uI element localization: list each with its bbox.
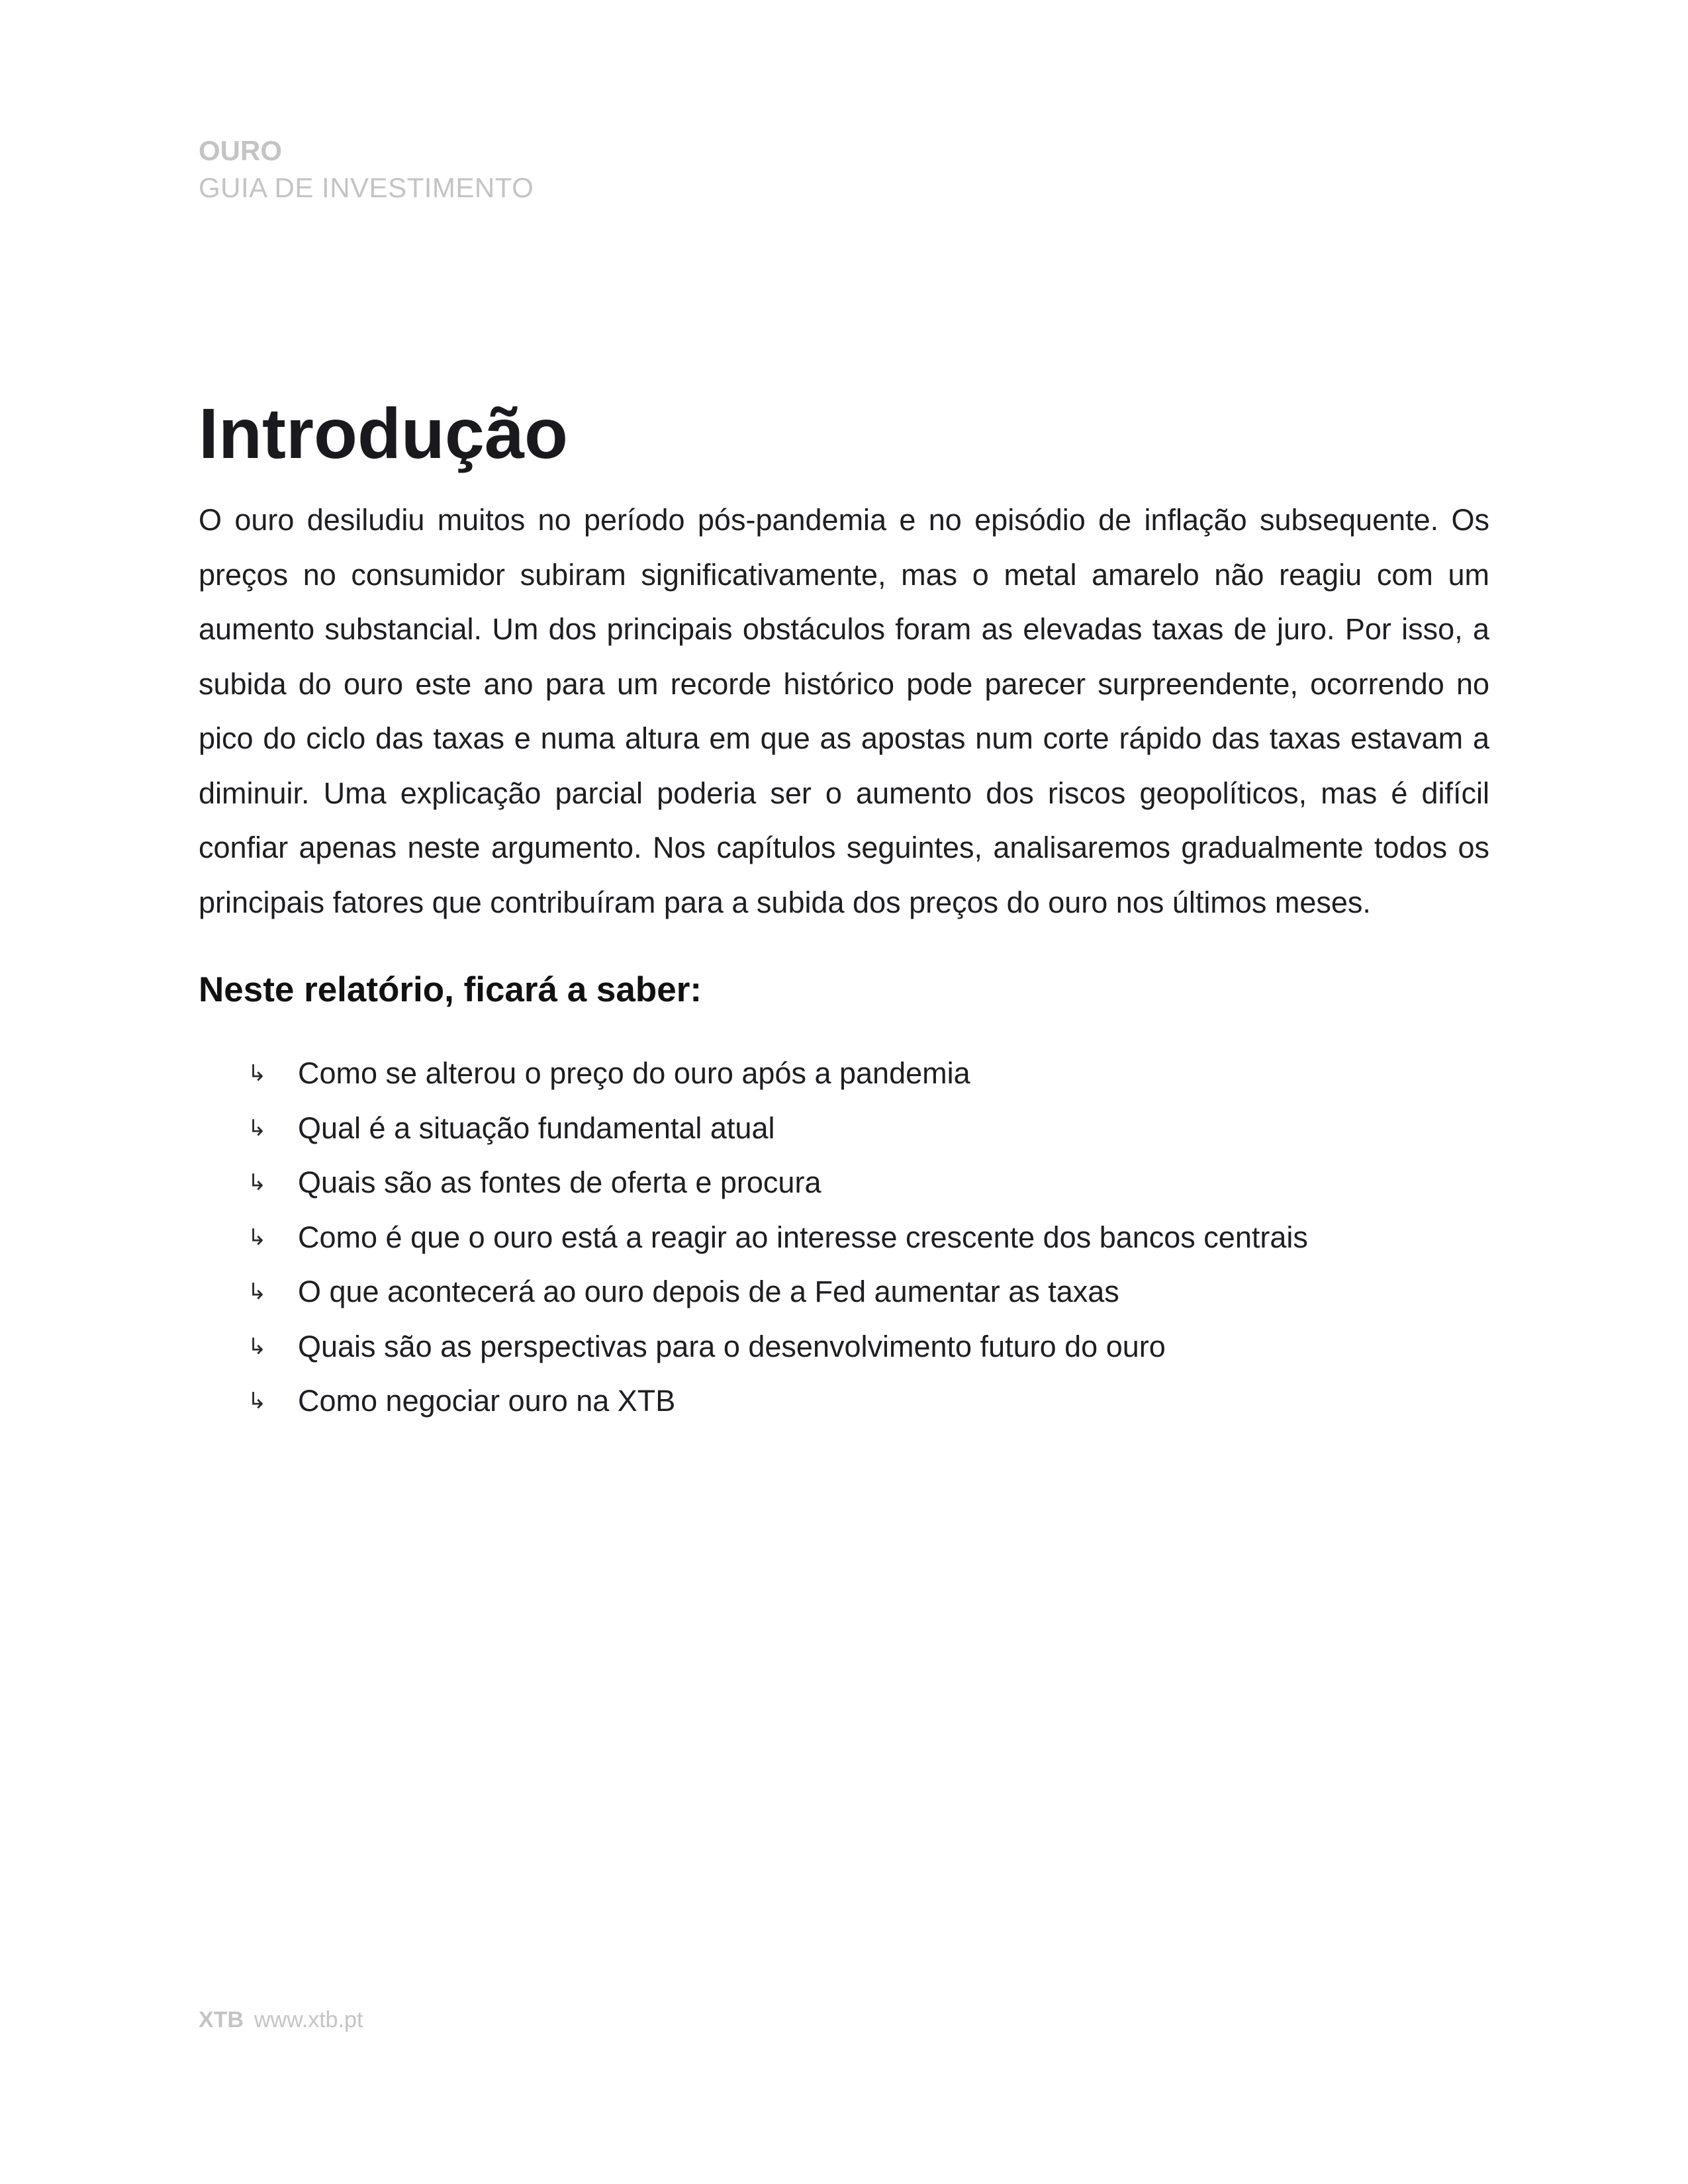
header-subtitle: GUIA DE INVESTIMENTO (199, 172, 534, 203)
footer-url: www.xtb.pt (254, 2007, 363, 2032)
list-item (199, 1046, 1489, 1101)
main-content (199, 387, 1489, 1429)
learn-list (199, 1046, 1489, 1429)
list-item-text: Como se alterou o preço do ouro após a pandemia (298, 1056, 970, 1090)
list-item-text: Quais são as fontes de oferta e procura (298, 1165, 821, 1199)
list-item-text: Qual é a situação fundamental atual (298, 1111, 775, 1145)
arrow-icon: ↳ (248, 1334, 267, 1359)
document-footer (199, 2005, 363, 2034)
arrow-icon: ↳ (248, 1061, 267, 1086)
arrow-icon: ↳ (248, 1115, 267, 1141)
page-title: Introdução (199, 393, 568, 473)
header-brand: OURO (199, 135, 282, 166)
list-item (199, 1265, 1489, 1320)
list-item (199, 1374, 1489, 1429)
list-item (199, 1101, 1489, 1156)
document-header (199, 132, 534, 206)
arrow-icon: ↳ (248, 1279, 267, 1304)
arrow-icon: ↳ (248, 1170, 267, 1195)
section-subheading: Neste relatório, ficará a saber: (199, 970, 702, 1009)
list-item (199, 1210, 1489, 1265)
list-item-text: Como é que o ouro está a reagir ao interesse crescente dos bancos centrais (298, 1220, 1308, 1254)
intro-paragraph: O ouro desiludiu muitos no período pós-pandemia e no episódio de inflação subsequente. Os preços no consumidor subiram significativamente, mas o metal amarelo não reagiu com um aumento substancial. Um dos principais obstáculos foram as elevadas taxas de juro. Por isso, a subida do ouro este ano para um recorde histórico pode parecer surpreendente, ocorrendo no pico do ciclo das taxas e numa altura em que as apostas num corte rápido das taxas estavam a diminuir. Uma explicação parcial poderia ser o aumento dos riscos geopolíticos, mas é difícil confiar apenas neste argumento. Nos capítulos seguintes, analisaremos gradualmente todos os principais fatores que contribuíram para a subida dos preços do ouro nos últimos meses. (199, 503, 1489, 919)
list-item-text: O que acontecerá ao ouro depois de a Fed aumentar as taxas (298, 1275, 1119, 1308)
footer-brand: XTB (199, 2007, 244, 2032)
arrow-icon: ↳ (248, 1224, 267, 1250)
list-item (199, 1320, 1489, 1375)
list-item-text: Como negociar ouro na XTB (298, 1384, 676, 1418)
arrow-icon: ↳ (248, 1388, 267, 1414)
list-item-text: Quais são as perspectivas para o desenvolvimento futuro do ouro (298, 1329, 1166, 1363)
list-item (199, 1156, 1489, 1210)
